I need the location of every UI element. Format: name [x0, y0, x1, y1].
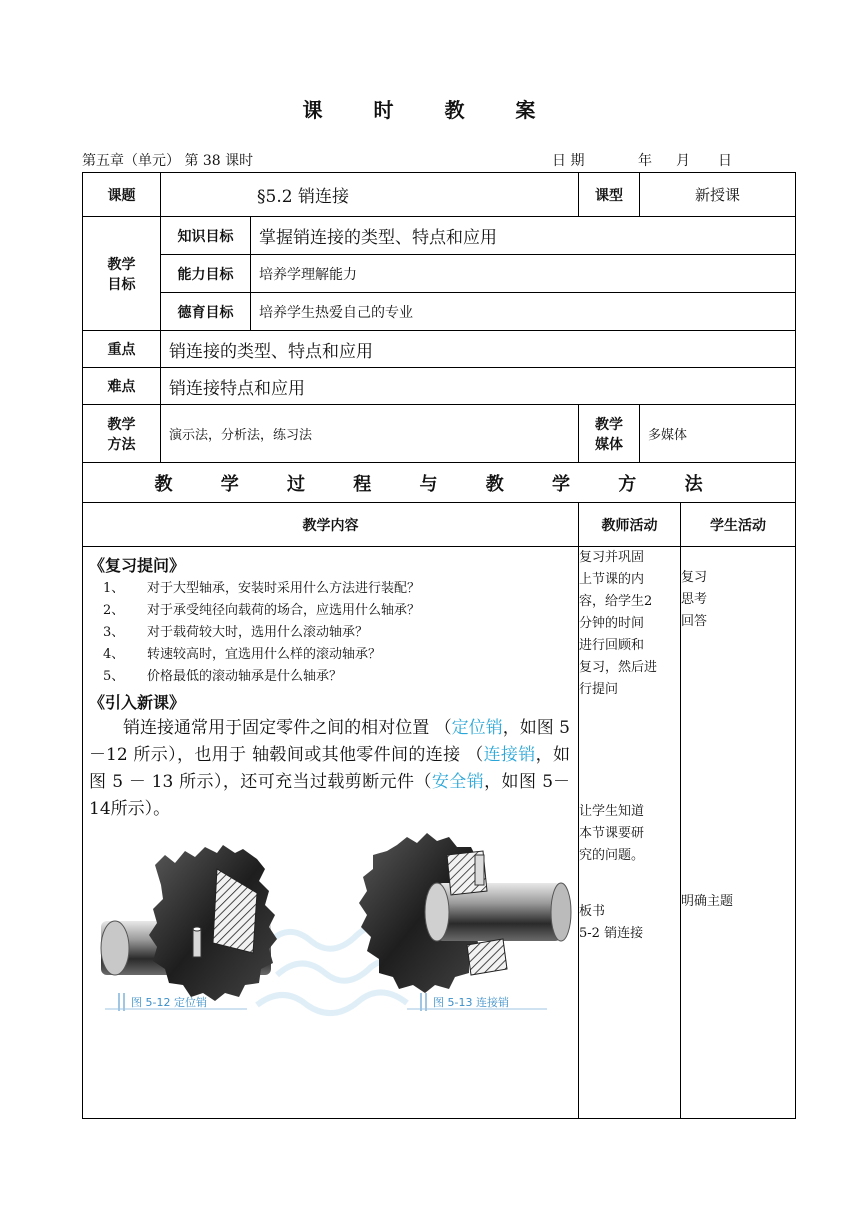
method-label-line1: 教学 [107, 416, 136, 433]
figure-area [97, 825, 573, 1025]
student-column-header: 学生活动 [681, 503, 796, 547]
method-value: 演示法，分析法，练习法 [161, 405, 579, 463]
knowledge-objective-value: 掌握销连接的类型、特点和应用 [251, 217, 796, 255]
figure-captions [105, 993, 547, 1011]
teacher-activity-goal: 让学生知道 本节课要研 究的问题。 [579, 804, 645, 863]
locating-pin-figure [101, 845, 277, 1001]
process-section-title: 教 学 过 程 与 教 学 方 法 [83, 463, 796, 503]
safety-pin-term: 安全销 [431, 772, 485, 792]
lesson-header [82, 150, 794, 170]
difficulty-value: 销连接特点和应用 [161, 368, 796, 405]
teaching-content-cell [83, 547, 579, 1119]
student-activity-topic: 明确主题 [681, 894, 734, 909]
objectives-label [83, 217, 161, 331]
list-item: 3、 对于载荷较大时，选用什么滚动轴承？ [103, 625, 369, 640]
connecting-pin-term: 连接销 [483, 745, 536, 765]
teacher-activity-review: 复习并巩固 上节课的内 容，给学生2 分钟的时间 进行回顾和 复习，然后进 行提问 [579, 550, 658, 697]
teacher-activity-cell [579, 547, 681, 1119]
method-label [83, 405, 161, 463]
content-column-header: 教学内容 [83, 503, 579, 547]
pin-figures-illustration [97, 825, 573, 1025]
list-item: 2、 对于承受纯径向载荷的场合，应选用什么轴承？ [103, 603, 421, 618]
media-label-line1: 教学 [595, 416, 623, 433]
lesson-type-label: 课型 [579, 173, 640, 217]
knowledge-objective-label: 知识目标 [161, 217, 251, 255]
figure-caption-5-12: 图 5-12 定位销 [131, 996, 207, 1009]
moral-objective-label: 德育目标 [161, 293, 251, 331]
date-fields [552, 150, 732, 170]
lesson-plan-table [82, 172, 796, 1119]
key-point-value: 销连接的类型、特点和应用 [161, 331, 796, 368]
media-label-line2: 媒体 [595, 436, 623, 453]
year-label: 年 [638, 153, 652, 169]
figure-caption-5-13: 图 5-13 连接销 [433, 996, 509, 1009]
list-item: 1、 对于大型轴承，安装时采用什么方法进行装配？ [103, 581, 421, 596]
list-item: 4、 转速较高时，宜选用什么样的滚动轴承？ [103, 647, 382, 662]
date-label: 日 期 [552, 153, 585, 169]
intro-section-title: 《引入新课》 [89, 693, 186, 712]
intro-paragraph: 销连接通常用于固定零件之间的相对位置 （定位销，如图 5－12 所示），也用于 轴毂间或其他零件间的连接 （连接销，如图 5 － 13 所示），还可充当过载剪断元件（安全销，如图 5－14所示）。 [89, 718, 571, 819]
teacher-activity-board: 板书 5-2 销连接 [579, 904, 644, 941]
review-section-title: 《复习提问》 [89, 556, 186, 575]
student-activity-review: 复习 思考 回答 [681, 570, 708, 629]
locating-pin-term: 定位销 [451, 718, 503, 738]
teacher-column-header: 教师活动 [579, 503, 681, 547]
review-question-list [103, 578, 578, 688]
connecting-pin-figure [359, 833, 571, 993]
objectives-label-line1: 教学 [107, 256, 136, 273]
list-item: 5、 价格最低的滚动轴承是什么轴承？ [103, 669, 343, 684]
ability-objective-label: 能力目标 [161, 255, 251, 293]
difficulty-label: 难点 [83, 368, 161, 405]
key-point-label: 重点 [83, 331, 161, 368]
objectives-label-line2: 目标 [107, 276, 136, 293]
chapter-lesson-info: 第五章（单元） 第 38 课时 [82, 153, 254, 169]
ability-objective-value: 培养学理解能力 [251, 255, 796, 293]
topic-value: §5.2 销连接 [161, 173, 579, 217]
day-label: 日 [718, 153, 732, 169]
media-label [579, 405, 640, 463]
method-label-line2: 方法 [107, 436, 136, 453]
month-label: 月 [676, 153, 690, 169]
topic-label: 课题 [83, 173, 161, 217]
moral-objective-value: 培养学生热爱自己的专业 [251, 293, 796, 331]
media-value: 多媒体 [640, 405, 796, 463]
page-title: 课 时 教 案 [302, 98, 558, 122]
student-activity-cell [681, 547, 796, 1119]
lesson-type-value: 新授课 [640, 173, 796, 217]
